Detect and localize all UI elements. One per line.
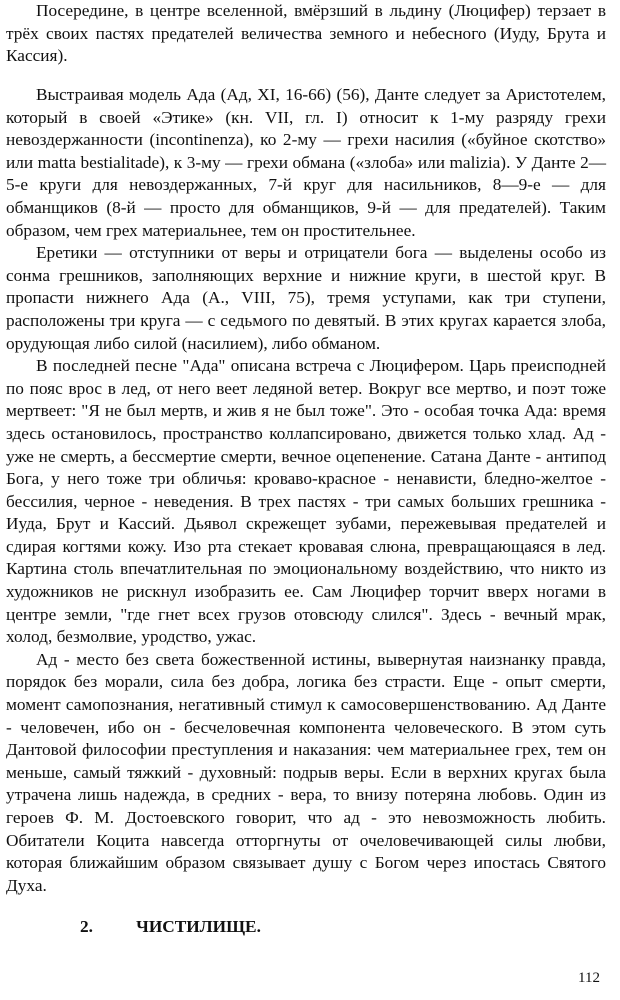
- body-paragraph: Ад - место без света божественной истины, вывернутая наизнанку правда, порядок без морали, сила без добра, логика без страсти. Еще - опыт смерти, момент самопознания, негативный стимул к самосовершенствованию. Ад Данте - человечен, ибо он - бесчеловечная компонента человеческого. В этом суть Дантовой философии преступления и наказания: чем материальнее грех, тем он меньше, самый тяжкий - духовный: подрыв веры. Если в верхних кругах была утрачена лишь надежда, в средних - вера, то внизу потеряна любовь. Один из героев Ф. М. Достоевского говорит, что ад - это невозможность любить. Обитатели Коцита навсегда отторгнуты от очеловечивающей силы любви, которая ближайшим образом связывает душу с Богом через ипостась Святого Духа.: [6, 649, 606, 895]
- body-paragraph: В последней песне "Ада" описана встреча с Люцифером. Царь преисподней по пояс врос в лед, от него веет ледяной ветер. Вокруг все мертво, и поэт тоже мертвеет: "Я не был мертв, и жив я не был тоже". Это - особая точка Ада: время здесь остановилось, пространство коллапсировано, движется только хлад. Ад - уже не смерть, а бессмертие смерти, вечное оцепенение. Сатана Данте - антипод Бога, у него тоже три обличья: кроваво-красное - ненависти, бледно-желтое - бессилия, черное - неведения. В трех пастях - три самых больших грешника - Иуда, Брут и Кассий. Дьявол скрежещет зубами, пережевывая предателей и сдирая когтями кожу. Изо рта стекает кровавая слюна, превращающаяся в лед. Картина столь впечатлительная по эмоциональному воздействию, что никто из художников не рискнул изобразить ее. Сам Люцифер торчит вверх ногами в центре земли, "где гнет всех грузов отовсюду слился". Здесь - вечный мрак, холод, безмолвие, уродство, ужас.: [6, 356, 606, 647]
- body-paragraph: Еретики — отступники от веры и отрицатели бога — выделены особо из сонма грешников, заполняющих верхние и нижние круги, в шестой круг. В пропасти нижнего Ада (А., VIII, 75), тремя уступами, как три ступени, расположены три круга — с седьмого по девятый. В этих кругах карается злоба, орудующая либо силой (насилием), либо обманом.: [6, 243, 606, 353]
- section-heading: [80, 917, 261, 937]
- body-paragraph: Посередине, в центре вселенной, вмёрзший в льдину (Люцифер) терзает в трёх своих пастях предателей величества земного и небесного (Иуду, Брута и Кассия).: [6, 1, 606, 66]
- section-number: 2.: [80, 917, 93, 936]
- main-text-block: [6, 84, 606, 897]
- opening-paragraph-block: [6, 0, 606, 68]
- page-number: 112: [578, 970, 600, 986]
- body-paragraph: Выстраивая модель Ада (Ад, XI, 16-66) (56), Данте следует за Аристотелем, который в своей «Этике» (кн. VII, гл. I) относит к 1-му разряду грехи невоздержанности (incontinenza), ко 2-му — грехи насилия («буйное скотство» или matta bestialitade), к 3-му — грехи обмана («злоба» или malizia). У Данте 2—5-е круги для невоздержанных, 7-й круг для насильников, 8—9-е — для обманщиков (8-й — просто для обманщиков, 9-й — для предателей). Таким образом, чем грех материальнее, тем он простительнее.: [6, 85, 606, 240]
- section-title: ЧИСТИЛИЩЕ.: [136, 917, 261, 936]
